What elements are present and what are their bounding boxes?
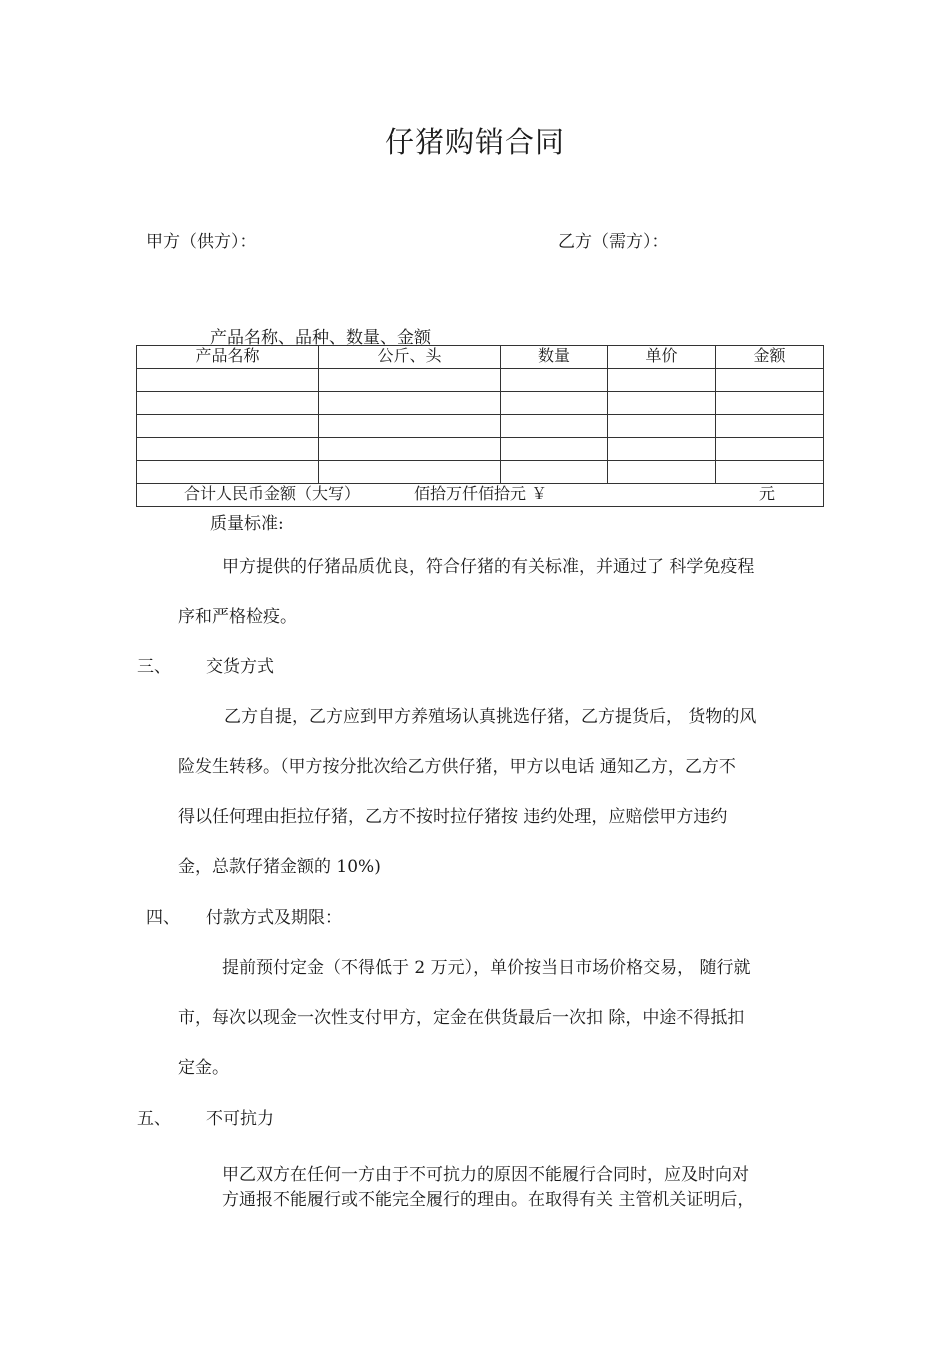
table-row	[137, 461, 824, 484]
header-product-name: 产品名称	[137, 346, 319, 369]
contract-title: 仔猪购销合同	[384, 125, 565, 159]
delivery-paragraph-line: 险发生转移。（甲方按分批次给乙方供仔猪，甲方以电话 通知乙方，乙方不	[178, 757, 736, 777]
table-cell	[319, 461, 501, 484]
table-cell	[716, 461, 824, 484]
section-heading: 不可抗力	[206, 1109, 274, 1129]
table-header-row	[137, 346, 824, 369]
table-cell	[319, 438, 501, 461]
section-number: 四、	[146, 908, 180, 928]
table-cell	[501, 392, 608, 415]
payment-paragraph-line: 市，每次以现金一次性支付甲方，定金在供货最后一次扣 除，中途不得抵扣	[178, 1008, 745, 1028]
payment-paragraph-line: 提前预付定金（不得低于 2 万元），单价按当日市场价格交易， 随行就	[222, 958, 751, 978]
header-unit-price: 单价	[608, 346, 716, 369]
quality-paragraph-line: 序和严格检疫。	[178, 607, 297, 627]
section-heading: 交货方式	[206, 657, 274, 677]
table-cell	[716, 438, 824, 461]
table-row	[137, 369, 824, 392]
table-row	[137, 392, 824, 415]
products-caption: 产品名称、品种、数量、金额	[210, 328, 431, 348]
table-cell	[137, 438, 319, 461]
section-heading: 付款方式及期限：	[206, 908, 342, 928]
table-row	[137, 438, 824, 461]
table-cell	[137, 392, 319, 415]
table-cell	[319, 369, 501, 392]
table-cell	[501, 369, 608, 392]
total-row	[137, 484, 824, 507]
table-cell	[716, 369, 824, 392]
table-row	[137, 415, 824, 438]
table-cell	[608, 461, 716, 484]
delivery-paragraph-line: 乙方自提，乙方应到甲方养殖场认真挑选仔猪，乙方提货后， 货物的风	[224, 707, 757, 727]
products-table	[136, 345, 824, 507]
table-cell	[319, 415, 501, 438]
table-cell	[716, 415, 824, 438]
header-unit: 公斤、头	[319, 346, 501, 369]
total-yuan: 元	[759, 484, 776, 503]
table-cell	[137, 415, 319, 438]
table-cell	[137, 461, 319, 484]
delivery-paragraph-line: 得以任何理由拒拉仔猪，乙方不按时拉仔猪按 违约处理，应赔偿甲方违约	[178, 807, 728, 827]
table-cell	[608, 392, 716, 415]
total-cell	[137, 484, 824, 507]
table-cell	[501, 438, 608, 461]
section-number: 五、	[137, 1109, 171, 1129]
header-amount: 金额	[716, 346, 824, 369]
quality-paragraph-line: 甲方提供的仔猪品质优良，符合仔猪的有关标准，并通过了 科学免疫程	[222, 557, 755, 577]
total-label: 合计人民币金额（大写）	[184, 484, 361, 503]
force-majeure-paragraph-line: 方通报不能履行或不能完全履行的理由。在取得有关 主管机关证明后，	[222, 1190, 755, 1210]
table-cell	[137, 369, 319, 392]
party-a-label: 甲方（供方）：	[146, 232, 257, 252]
table-cell	[716, 392, 824, 415]
table-cell	[608, 438, 716, 461]
table-cell	[501, 461, 608, 484]
force-majeure-paragraph-line: 甲乙双方在任何一方由于不可抗力的原因不能履行合同时，应及时向对	[222, 1165, 749, 1185]
delivery-paragraph-line: 金，总款仔猪金额的 10%)	[178, 857, 381, 877]
party-b-label: 乙方（需方）：	[558, 232, 669, 252]
table-cell	[501, 415, 608, 438]
table-cell	[608, 415, 716, 438]
table-cell	[319, 392, 501, 415]
payment-paragraph-line: 定金。	[178, 1058, 229, 1078]
quality-heading: 质量标准:	[210, 514, 284, 534]
header-quantity: 数量	[501, 346, 608, 369]
table-cell	[608, 369, 716, 392]
total-units: 佰拾万仟佰拾元 ￥	[414, 484, 548, 503]
section-number: 三、	[137, 657, 171, 677]
